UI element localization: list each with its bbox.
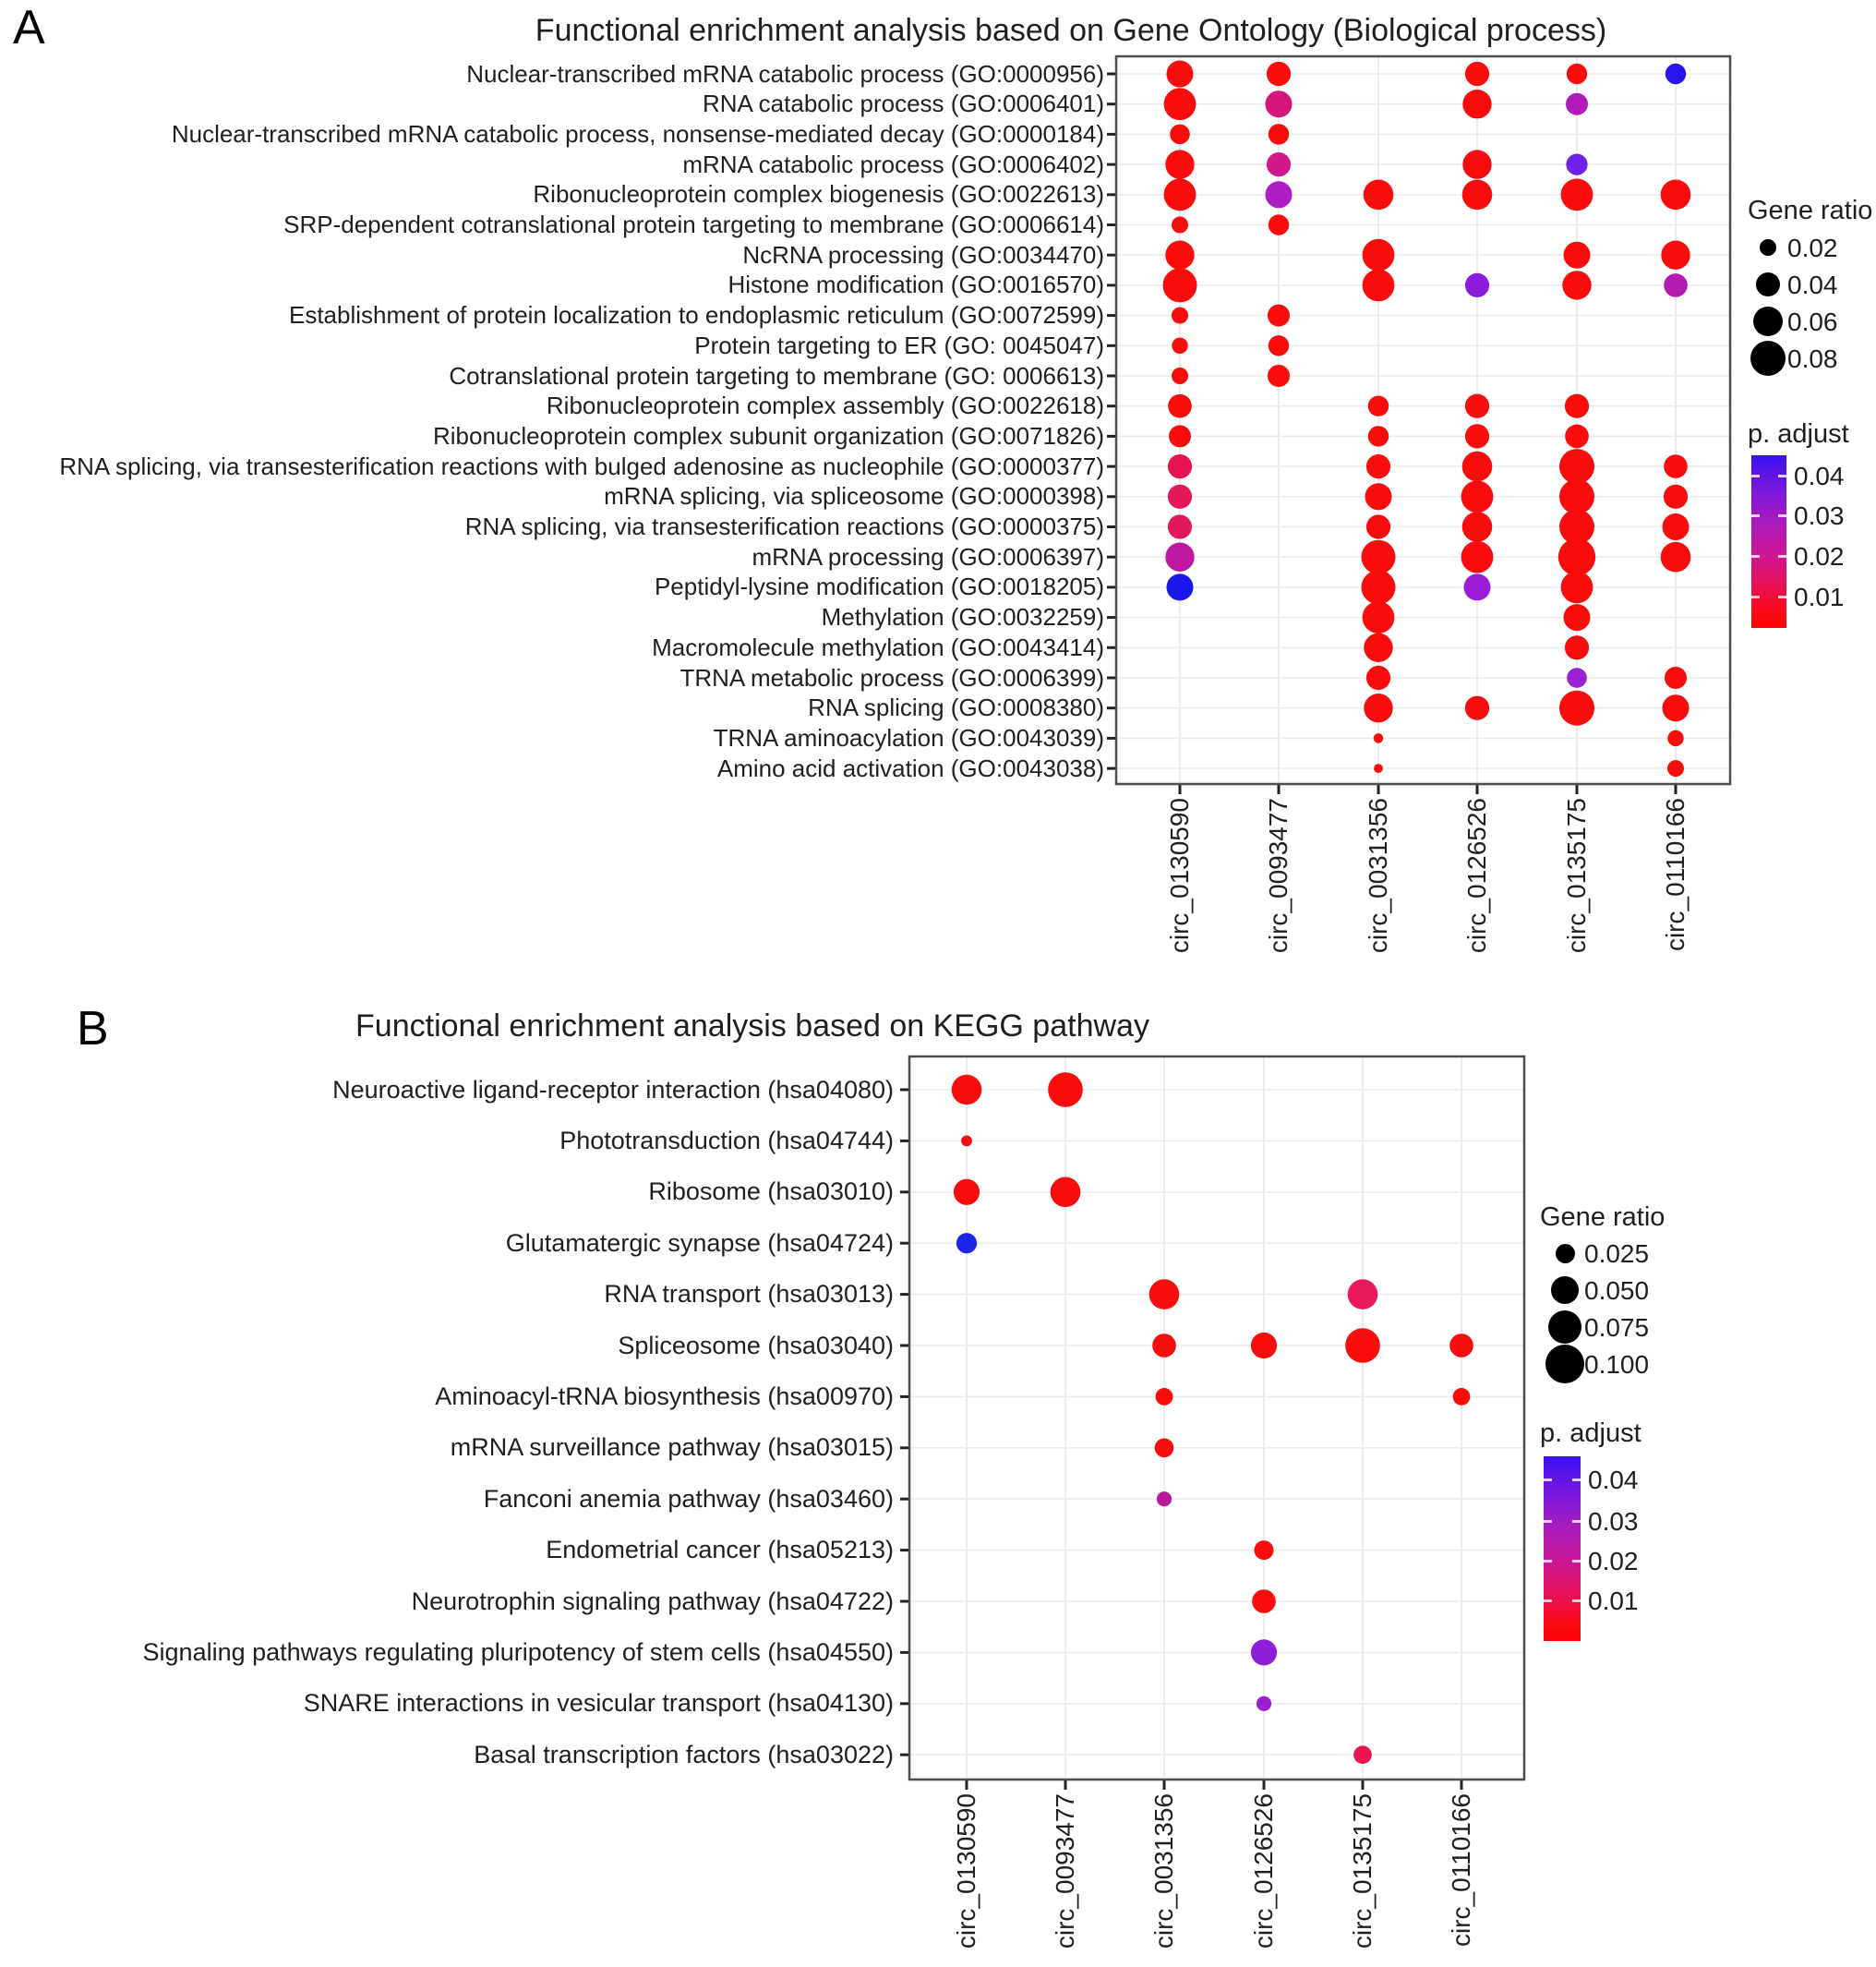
y-axis-label: Establishment of protein localization to endoplasmic reticulum (GO:0072599) bbox=[288, 301, 1104, 330]
p-adjust-legend-value: 0.02 bbox=[1794, 542, 1845, 571]
gene-ratio-legend-dot bbox=[1750, 341, 1786, 376]
bubble bbox=[1664, 273, 1688, 297]
bubble bbox=[1048, 1072, 1083, 1107]
colorbar-tick bbox=[1751, 596, 1760, 598]
bubble bbox=[1172, 308, 1188, 324]
bubble bbox=[1170, 125, 1190, 145]
bubble bbox=[1172, 368, 1188, 384]
p-adjust-legend-value: 0.04 bbox=[1588, 1466, 1639, 1494]
bubble bbox=[1255, 1540, 1274, 1560]
x-axis-label: circ_0130590 bbox=[1165, 798, 1194, 954]
y-axis-label: RNA catabolic process (GO:0006401) bbox=[703, 90, 1104, 118]
bubble bbox=[1168, 394, 1192, 418]
y-axis-label: Protein targeting to ER (GO: 0045047) bbox=[694, 331, 1104, 359]
bubble bbox=[1663, 694, 1690, 721]
y-axis-label: TRNA aminoacylation (GO:0043039) bbox=[713, 723, 1104, 752]
bubble bbox=[1664, 454, 1688, 478]
bubble bbox=[1465, 62, 1489, 86]
bubble bbox=[1667, 730, 1683, 746]
y-axis-label: Amino acid activation (GO:0043038) bbox=[716, 754, 1104, 782]
bubble bbox=[1462, 452, 1493, 482]
bubble bbox=[1565, 425, 1589, 449]
bubble bbox=[1251, 1333, 1277, 1358]
p-adjust-legend-value: 0.03 bbox=[1588, 1507, 1639, 1536]
bubble bbox=[1268, 365, 1290, 387]
y-axis-label: Basal transcription factors (hsa03022) bbox=[474, 1740, 894, 1768]
p-adjust-legend-value: 0.01 bbox=[1794, 583, 1845, 611]
bubble bbox=[1172, 217, 1188, 234]
bubble bbox=[1269, 124, 1289, 144]
plot-border bbox=[909, 1056, 1524, 1780]
y-axis-label: RNA splicing, via transesterification reactions with bulged adenosine as nucleophile (GO:0000377) bbox=[59, 452, 1104, 480]
bubble bbox=[1348, 1279, 1378, 1309]
plot-area bbox=[1115, 55, 1731, 785]
y-axis-label: mRNA processing (GO:0006397) bbox=[752, 542, 1104, 571]
x-axis-label: circ_0135175 bbox=[1348, 1793, 1377, 1949]
gene-ratio-legend-value: 0.06 bbox=[1787, 308, 1838, 336]
bubble bbox=[1661, 542, 1691, 573]
colorbar-tick bbox=[1544, 1478, 1552, 1481]
bubble bbox=[1164, 178, 1197, 211]
gene-ratio-legend-title-a: Gene ratio bbox=[1748, 196, 1873, 225]
bubble bbox=[1168, 485, 1192, 509]
gene-ratio-legend-dot bbox=[1545, 1345, 1584, 1383]
y-axis-label: Ribonucleoprotein complex subunit organization (GO:0071826) bbox=[433, 421, 1104, 450]
y-axis-label: Peptidyl-lysine modification (GO:0018205) bbox=[654, 573, 1104, 601]
x-axis-label: circ_0031356 bbox=[1364, 798, 1392, 954]
gene-ratio-legend-title-b: Gene ratio bbox=[1540, 1202, 1666, 1232]
bubble bbox=[1345, 1328, 1380, 1363]
bubble bbox=[1365, 483, 1392, 510]
colorbar-tick bbox=[1544, 1599, 1552, 1602]
y-axis-label: RNA transport (hsa03013) bbox=[604, 1280, 894, 1309]
gene-ratio-legend-value: 0.075 bbox=[1584, 1313, 1650, 1342]
bubble bbox=[1664, 485, 1688, 509]
gene-ratio-legend-dot bbox=[1753, 307, 1784, 337]
bubble bbox=[1156, 1388, 1173, 1406]
bubble bbox=[1366, 454, 1390, 478]
colorbar-tick bbox=[1572, 1560, 1581, 1563]
colorbar-tick bbox=[1751, 555, 1760, 558]
gene-ratio-legend-value: 0.100 bbox=[1584, 1350, 1650, 1379]
bubble bbox=[1353, 1745, 1372, 1764]
bubble bbox=[956, 1233, 977, 1253]
y-axis-label: Glutamatergic synapse (hsa04724) bbox=[505, 1228, 894, 1257]
bubble bbox=[1172, 338, 1187, 354]
panel-b-title: Functional enrichment analysis based on KEGG pathway bbox=[355, 1008, 1149, 1044]
gene-ratio-legend-dot bbox=[1556, 1244, 1575, 1263]
y-axis-label: Phototransduction (hsa04744) bbox=[559, 1126, 894, 1154]
bubble bbox=[1465, 273, 1489, 297]
y-axis-label: Neurotrophin signaling pathway (hsa04722) bbox=[411, 1587, 894, 1615]
bubble bbox=[1051, 1177, 1081, 1208]
bubble bbox=[1362, 570, 1396, 604]
gene-ratio-legend-dot bbox=[1551, 1276, 1579, 1304]
y-axis-label: Signaling pathways regulating pluripotency of stem cells (hsa04550) bbox=[142, 1637, 894, 1666]
colorbar-tick bbox=[1572, 1520, 1581, 1523]
bubble bbox=[1564, 604, 1591, 631]
p-adjust-legend-value: 0.04 bbox=[1794, 462, 1845, 490]
y-axis-label: Endometrial cancer (hsa05213) bbox=[546, 1536, 894, 1564]
p-adjust-colorbar-b bbox=[1544, 1456, 1581, 1641]
bubble bbox=[1661, 241, 1690, 270]
gene-ratio-legend-dot bbox=[1756, 272, 1780, 296]
bubble bbox=[954, 1179, 980, 1205]
bubble bbox=[1363, 239, 1395, 272]
gene-ratio-legend-dot bbox=[1548, 1310, 1581, 1344]
colorbar-tick bbox=[1778, 555, 1786, 558]
bubble bbox=[1362, 540, 1396, 574]
bubble bbox=[1368, 426, 1389, 446]
colorbar-tick bbox=[1751, 514, 1760, 517]
bubble bbox=[1364, 634, 1392, 662]
gene-ratio-legend-value: 0.025 bbox=[1584, 1239, 1650, 1268]
bubble bbox=[1266, 91, 1293, 117]
p-adjust-legend-value: 0.01 bbox=[1588, 1587, 1639, 1615]
x-axis-label: circ_0110166 bbox=[1661, 798, 1690, 952]
y-axis-label: mRNA surveillance pathway (hsa03015) bbox=[450, 1433, 894, 1462]
bubble bbox=[1564, 242, 1591, 269]
bubble bbox=[1665, 667, 1687, 689]
colorbar-tick bbox=[1778, 596, 1786, 598]
plot-border bbox=[1116, 56, 1730, 784]
y-axis-label: RNA splicing (GO:0008380) bbox=[808, 694, 1104, 722]
x-axis-label: circ_0135175 bbox=[1562, 798, 1591, 954]
gene-ratio-legend-value: 0.08 bbox=[1787, 344, 1838, 373]
y-axis-label: Macromolecule methylation (GO:0043414) bbox=[652, 633, 1104, 661]
bubble bbox=[1268, 305, 1290, 327]
y-axis-label: Aminoacyl-tRNA biosynthesis (hsa00970) bbox=[435, 1382, 894, 1410]
bubble bbox=[1663, 513, 1690, 540]
bubble bbox=[1566, 154, 1587, 175]
p-adjust-legend-title-a: p. adjust bbox=[1748, 419, 1849, 449]
bubble bbox=[1165, 241, 1194, 270]
y-axis-label: Nuclear-transcribed mRNA catabolic process (GO:0000956) bbox=[466, 59, 1104, 88]
bubble bbox=[1461, 541, 1494, 573]
y-axis-label: Fanconi anemia pathway (hsa03460) bbox=[483, 1484, 894, 1513]
y-axis-label: Neuroactive ligand-receptor interaction (hsa04080) bbox=[332, 1075, 894, 1104]
bubble bbox=[1251, 1639, 1277, 1665]
colorbar-tick bbox=[1544, 1560, 1552, 1563]
gene-ratio-legend-value: 0.02 bbox=[1787, 234, 1838, 262]
bubble bbox=[1462, 512, 1493, 542]
bubble bbox=[961, 1136, 972, 1147]
bubble bbox=[1567, 668, 1587, 688]
bubble bbox=[1364, 694, 1392, 722]
bubble bbox=[1462, 150, 1491, 178]
bubble bbox=[1267, 62, 1291, 86]
bubble bbox=[1559, 691, 1594, 726]
bubble bbox=[1562, 271, 1591, 299]
bubble bbox=[1661, 180, 1691, 211]
bubble bbox=[1565, 394, 1589, 418]
bubble bbox=[1461, 480, 1494, 513]
bubble bbox=[1169, 425, 1191, 447]
y-axis-label: SRP-dependent cotranslational protein targeting to membrane (GO:0006614) bbox=[283, 211, 1104, 238]
bubble bbox=[952, 1075, 982, 1105]
bubble bbox=[1269, 214, 1289, 235]
plot-area bbox=[908, 1056, 1525, 1780]
y-axis-label: Ribonucleoprotein complex assembly (GO:0022618) bbox=[546, 392, 1104, 420]
bubble bbox=[1165, 150, 1194, 178]
y-axis-label: Ribosome (hsa03010) bbox=[648, 1177, 894, 1206]
p-adjust-legend-value: 0.02 bbox=[1588, 1547, 1639, 1575]
x-axis-label: circ_0110166 bbox=[1447, 1793, 1475, 1948]
bubble bbox=[1449, 1333, 1473, 1358]
bubble bbox=[1374, 764, 1383, 773]
y-axis-label: mRNA splicing, via spliceosome (GO:0000398) bbox=[604, 482, 1104, 511]
bubble bbox=[1374, 733, 1384, 743]
bubble bbox=[1462, 180, 1493, 211]
bubble bbox=[1462, 90, 1491, 118]
bubble bbox=[1152, 1333, 1176, 1358]
colorbar-tick bbox=[1572, 1599, 1581, 1602]
p-adjust-legend-title-b: p. adjust bbox=[1540, 1418, 1642, 1448]
bubble bbox=[1168, 514, 1192, 538]
y-axis-label: Methylation (GO:0032259) bbox=[821, 603, 1104, 632]
bubble bbox=[1149, 1279, 1180, 1309]
y-axis-label: Nuclear-transcribed mRNA catabolic process, nonsense-mediated decay (GO:0000184) bbox=[171, 119, 1104, 148]
bubble bbox=[1666, 64, 1686, 84]
bubble bbox=[1366, 666, 1390, 690]
bubble bbox=[1561, 178, 1593, 211]
x-axis-label: circ_0093477 bbox=[1264, 798, 1293, 954]
x-axis-label: circ_0130590 bbox=[952, 1793, 980, 1949]
panel-a-title: Functional enrichment analysis based on Gene Ontology (Biological process) bbox=[535, 13, 1607, 48]
bubble bbox=[1464, 573, 1491, 600]
y-axis-label: Ribonucleoprotein complex biogenesis (GO:0022613) bbox=[533, 180, 1104, 209]
colorbar-tick bbox=[1778, 514, 1786, 517]
bubble bbox=[1565, 635, 1589, 659]
y-axis-label: RNA splicing, via transesterification reactions (GO:0000375) bbox=[464, 513, 1104, 540]
bubble bbox=[1155, 1439, 1174, 1458]
bubble bbox=[1267, 152, 1291, 176]
gene-ratio-legend-value: 0.050 bbox=[1584, 1276, 1650, 1305]
panel-a-label: A bbox=[13, 1, 45, 54]
bubble bbox=[1559, 479, 1594, 514]
bubble bbox=[1567, 64, 1587, 84]
bubble bbox=[1561, 572, 1593, 604]
bubble bbox=[1257, 1696, 1271, 1711]
bubble bbox=[1266, 181, 1293, 208]
colorbar-tick bbox=[1778, 475, 1786, 477]
bubble bbox=[1163, 268, 1197, 302]
y-axis-label: mRNA catabolic process (GO:0006402) bbox=[682, 150, 1104, 178]
bubble bbox=[1559, 449, 1594, 484]
y-axis-label: Spliceosome (hsa03040) bbox=[618, 1331, 894, 1359]
bubble bbox=[1363, 270, 1395, 302]
bubble bbox=[1165, 543, 1194, 572]
bubble bbox=[1366, 514, 1390, 538]
bubble bbox=[1465, 424, 1489, 448]
bubble bbox=[1364, 180, 1394, 211]
y-axis-label: Histone modification (GO:0016570) bbox=[728, 271, 1104, 299]
colorbar-tick bbox=[1572, 1478, 1581, 1481]
colorbar-tick bbox=[1751, 475, 1760, 477]
bubble bbox=[1465, 394, 1489, 418]
y-axis-label: TRNA metabolic process (GO:0006399) bbox=[679, 663, 1104, 692]
x-axis-label: circ_0126526 bbox=[1462, 798, 1491, 954]
bubble bbox=[1363, 601, 1395, 634]
bubble bbox=[1252, 1589, 1276, 1613]
p-adjust-legend-value: 0.03 bbox=[1794, 501, 1845, 530]
bubble bbox=[1566, 93, 1588, 115]
bubble bbox=[1368, 396, 1389, 416]
x-axis-label: circ_0093477 bbox=[1051, 1793, 1079, 1949]
x-axis-label: circ_0031356 bbox=[1149, 1793, 1178, 1949]
p-adjust-colorbar-a bbox=[1751, 455, 1786, 628]
bubble bbox=[1465, 696, 1489, 720]
bubble bbox=[1269, 335, 1289, 356]
y-axis-label: NcRNA processing (GO:0034470) bbox=[742, 240, 1104, 269]
bubble bbox=[1453, 1388, 1471, 1406]
panel-b-label: B bbox=[77, 1002, 109, 1056]
bubble bbox=[1167, 573, 1194, 600]
y-axis-label: SNARE interactions in vesicular transport (hsa04130) bbox=[303, 1689, 894, 1718]
gene-ratio-legend-value: 0.04 bbox=[1787, 271, 1838, 299]
bubble bbox=[1167, 61, 1194, 88]
colorbar-tick bbox=[1544, 1520, 1552, 1523]
bubble bbox=[1667, 760, 1684, 777]
bubble bbox=[1164, 88, 1197, 120]
bubble bbox=[1168, 454, 1192, 478]
gene-ratio-legend-dot bbox=[1760, 239, 1776, 256]
bubble bbox=[1558, 538, 1595, 575]
x-axis-label: circ_0126526 bbox=[1249, 1793, 1278, 1949]
bubble bbox=[1157, 1491, 1172, 1506]
y-axis-label: Cotranslational protein targeting to membrane (GO: 0006613) bbox=[449, 361, 1104, 390]
